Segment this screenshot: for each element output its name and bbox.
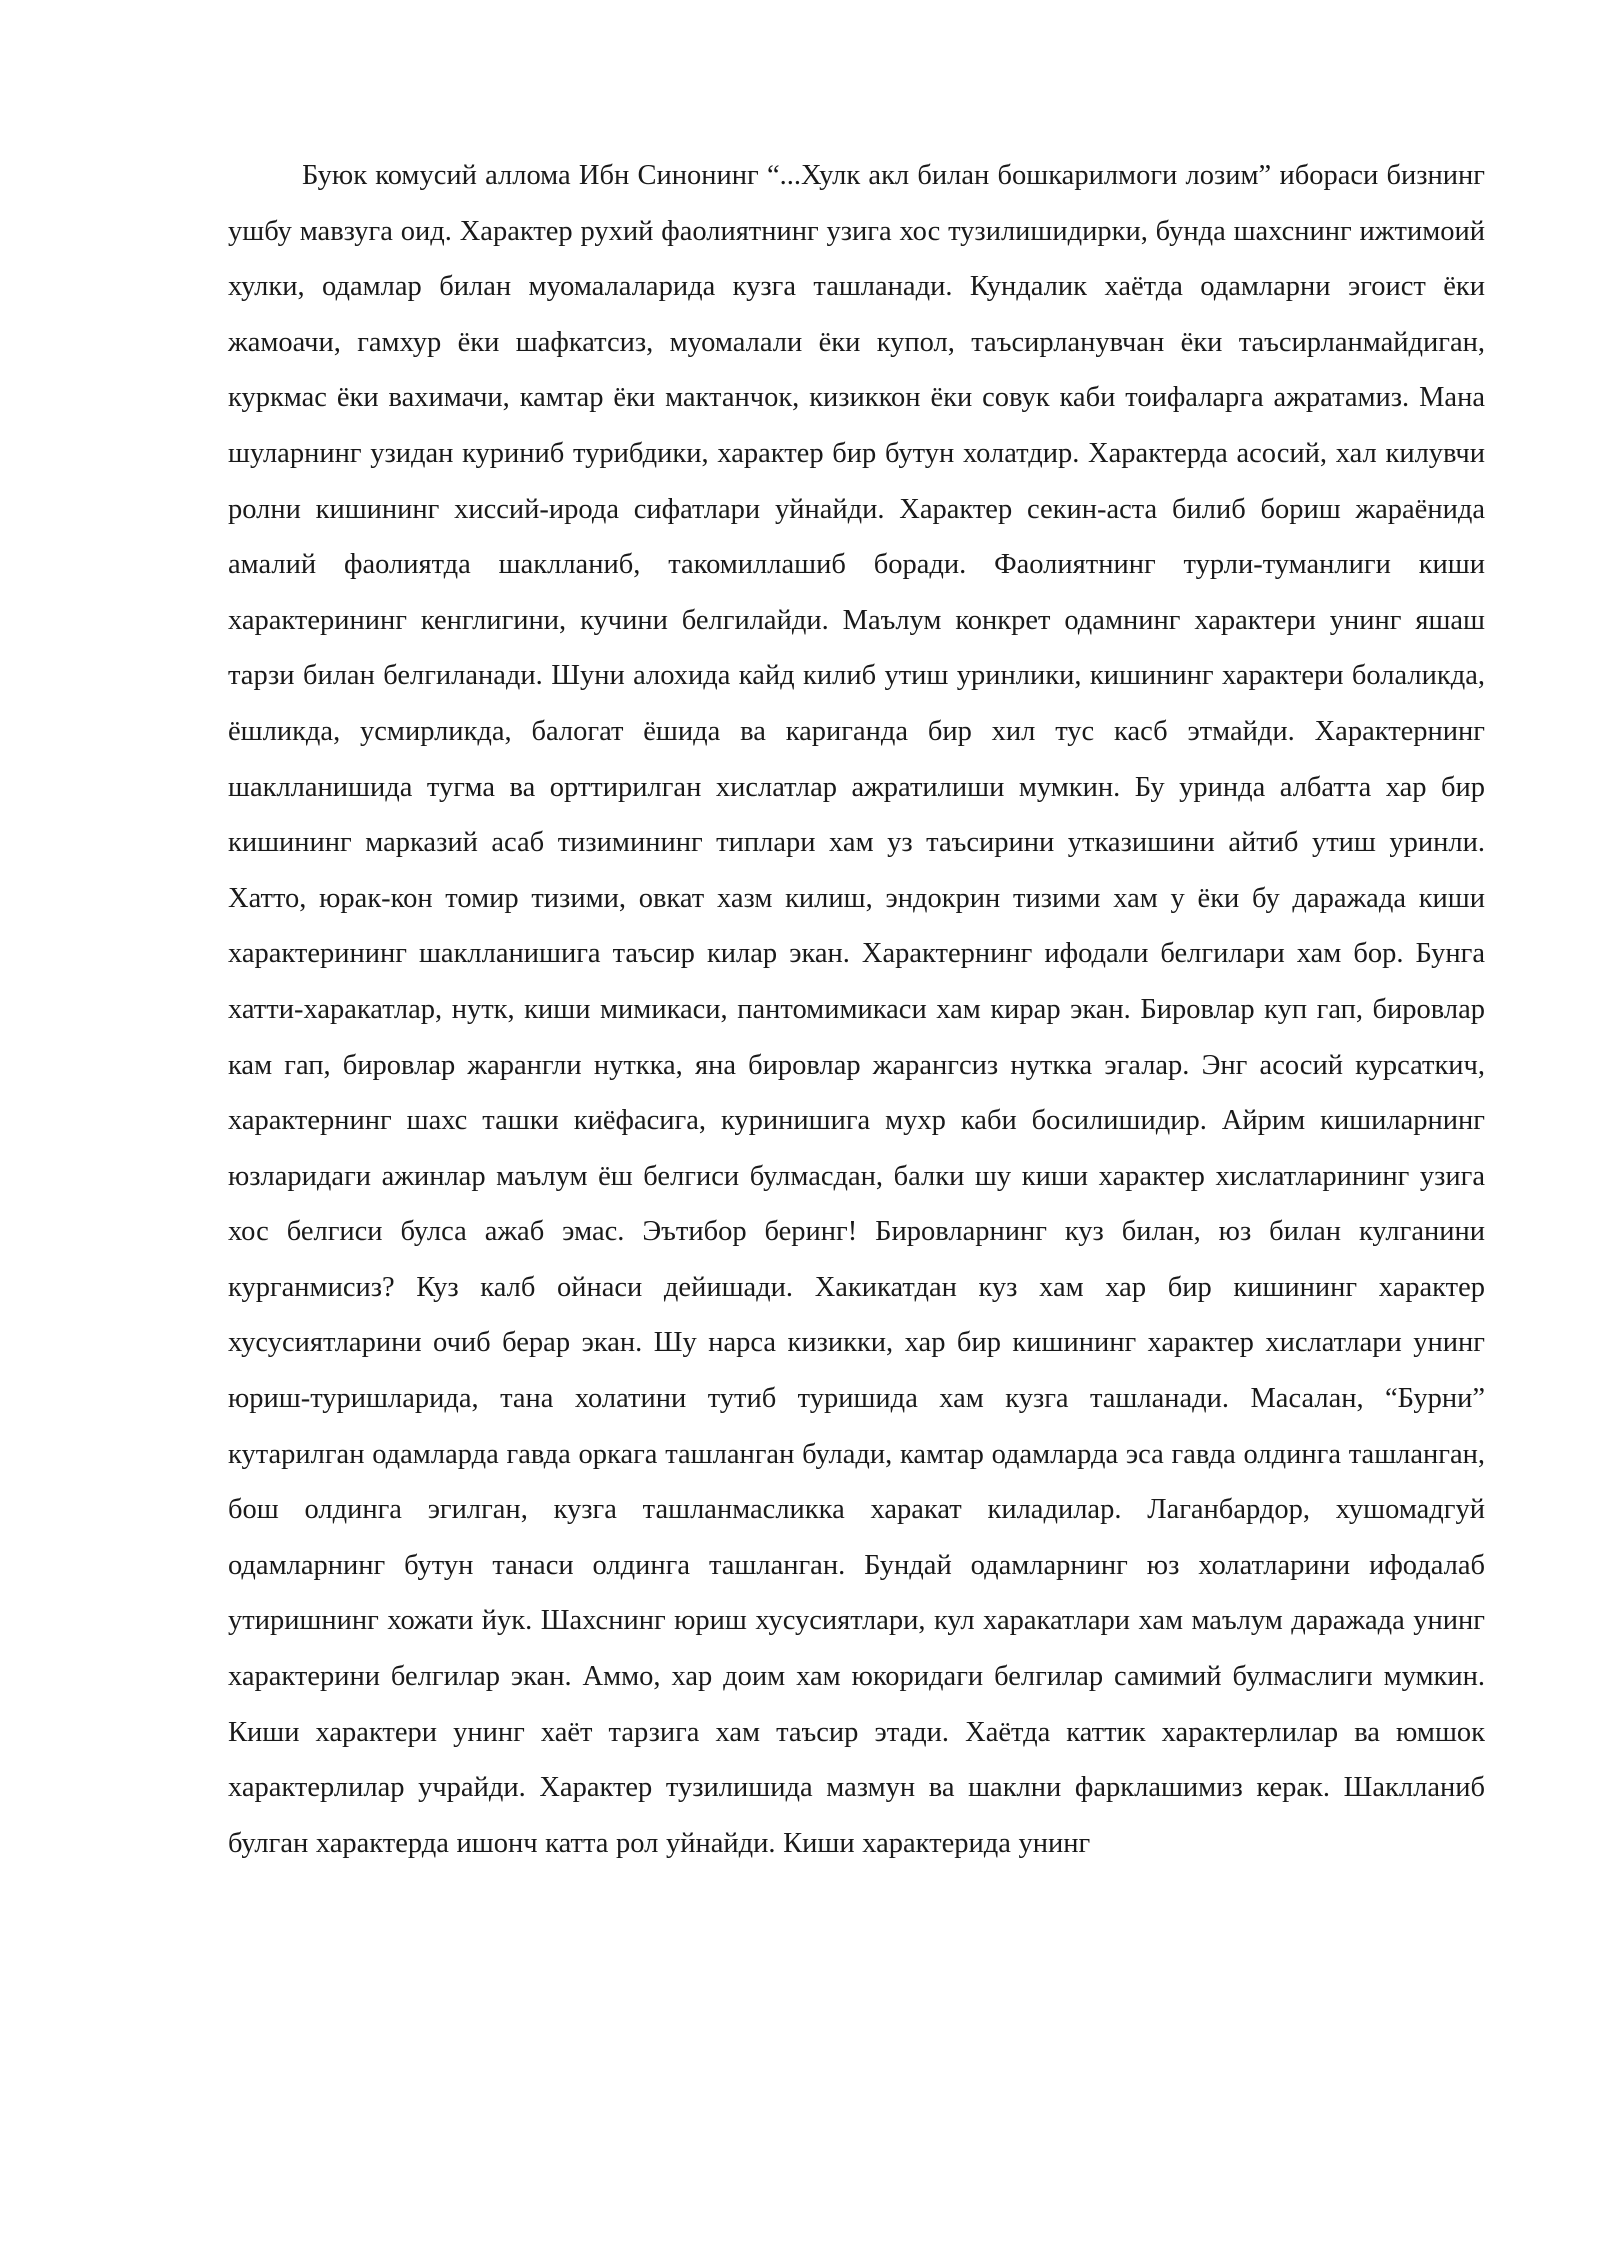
- body-paragraph: Буюк комусий аллома Ибн Синонинг “...Хулк акл билан бошкарилмоги лозим” ибораси бизнинг ушбу мавзуга оид. Характер рухий фаолиятнинг узига хос тузилишидирки, бунда шахснинг ижтимоий хулки, одамлар билан муомалаларида кузга ташланади. Кундалик хаётда одамларни эгоист ёки жамоачи, гамхур ёки шафкатсиз, муомалали ёки купол, таъсирланувчан ёки таъсирланмайдиган, куркмас ёки вахимачи, камтар ёки мактанчок, кизиккон ёки совук каби тоифаларга ажратамиз. Мана шуларнинг узидан куриниб турибдики, характер бир бутун холатдир. Характерда асосий, хал килувчи ролни кишининг хиссий-ирода сифатлари уйнайди. Характер секин-аста билиб бориш жараёнида амалий фаолиятда шаклланиб, такомиллашиб боради. Фаолиятнинг турли-туманлиги киши характерининг кенглигини, кучини белгилайди. Маълум конкрет одамнинг характери унинг яшаш тарзи билан белгиланади. Шуни алохида кайд килиб утиш уринлики, кишининг характери болаликда, ёшликда, усмирликда, балогат ёшида ва кариганда бир хил тус касб этмайди. Характернинг шаклланишида тугма ва орттирилган хислатлар ажратилиши мумкин. Бу уринда албатта хар бир кишининг марказий асаб тизимининг типлари хам уз таъсирини утказишини айтиб утиш уринли. Хатто, юрак-кон томир тизими, овкат хазм килиш, эндокрин тизими хам у ёки бу даражада киши характерининг шаклланишига таъсир килар экан. Характернинг ифодали белгилари хам бор. Бунга хатти-харакатлар, нутк, киши мимикаси, пантомимикаси хам кирар экан. Бировлар куп гап, бировлар кам гап, бировлар жарангли нуткка, яна бировлар жарангсиз нуткка эгалар. Энг асосий курсаткич, характернинг шахс ташки киёфасига, куринишига мухр каби босилишидир. Айрим кишиларнинг юзларидаги ажинлар маълум ёш белгиси булмасдан, балки шу киши характер хислатларининг узига хос белгиси булса ажаб эмас. Эътибор беринг! Бировларнинг куз билан, юз билан кулганини курганмисиз? Куз калб ойнаси дейишади. Хакикатдан куз хам хар бир кишининг характер хусусиятларини очиб берар экан. Шу нарса кизикки, хар бир кишининг характер хислатлари унинг юриш-туришларида, тана холатини тутиб туришида хам кузга ташланади. Масалан, “Бурни” кутарилган одамларда гавда оркага ташланган булади, камтар одамларда эса гавда олдинга ташланган, бош олдинга эгилган, кузга ташланмасликка харакат киладилар. Лаганбардор, хушомадгуй одамларнинг бутун танаси олдинга ташланган. Бундай одамларнинг юз холатларини ифодалаб утиришнинг хожати йук. Шахснинг юриш хусусиятлари, кул харакатлари хам маълум даражада унинг характерини белгилар экан. Аммо, хар доим хам юкоридаги белгилар самимий булмаслиги мумкин. Киши характери унинг хаёт тарзига хам таъсир этади. Хаётда каттик характерлилар ва юмшок характерлилар учрайди. Характер тузилишида мазмун ва шаклни фарклашимиз керак. Шаклланиб булган характерда ишонч катта рол уйнайди. Киши характерида унинг: [228, 160, 1485, 1859]
